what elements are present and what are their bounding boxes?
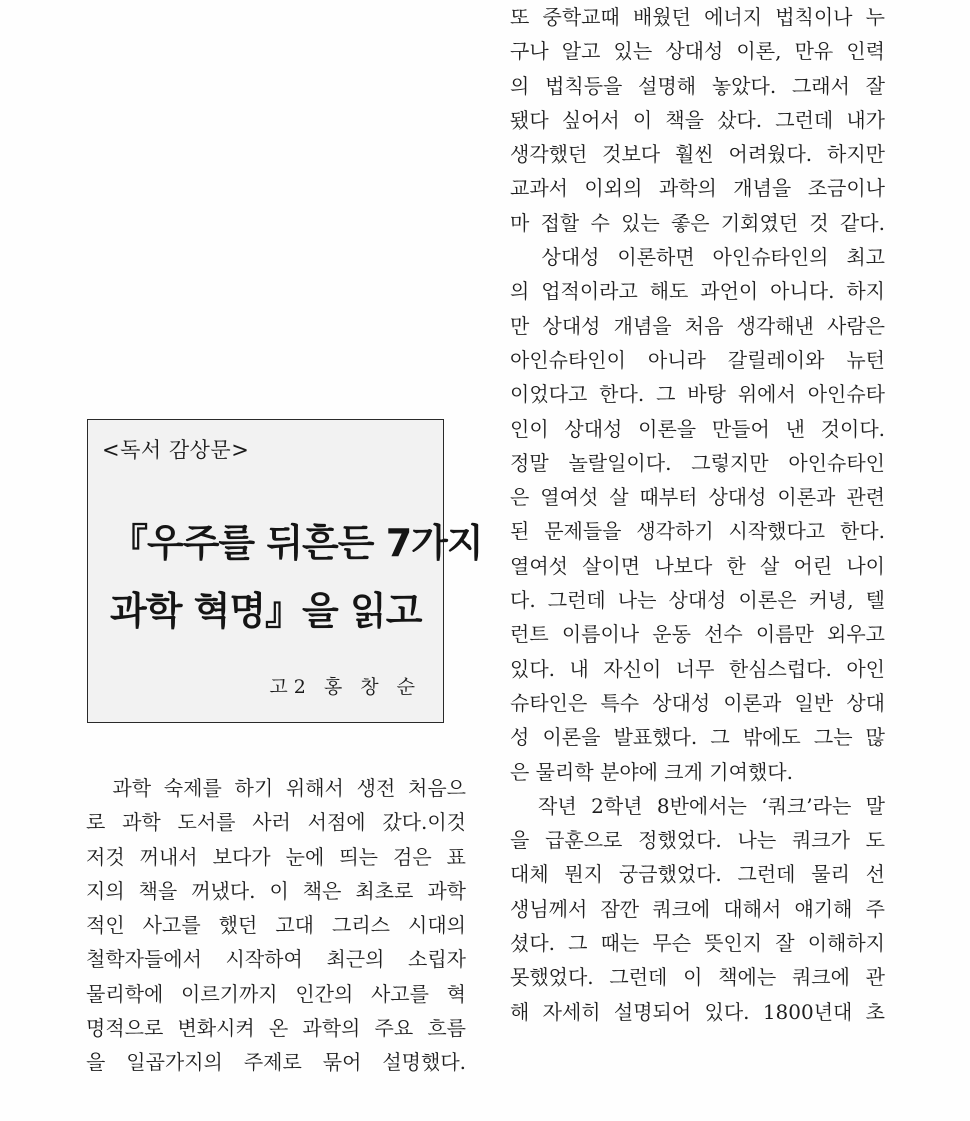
text-line: 성 이론을 발표했다. 그 밖에도 그는 많: [510, 725, 885, 750]
title-box: [87, 419, 483, 723]
text-line: 마 접할 수 있는 좋은 기회였던 것 같다.: [510, 210, 885, 235]
text-line: 또 중학교때 배웠던 에너지 법칙이나 누: [510, 5, 885, 29]
text-line: 있다. 내 자신이 너무 한심스럽다. 아인: [510, 656, 885, 681]
text-line: 런트 이름이나 운동 선수 이름만 외우고: [510, 622, 885, 647]
text-line: 교과서 이외의 과학의 개념을 조금이나: [510, 176, 885, 201]
text-line: 과학 숙제를 하기 위해서 생전 처음으: [86, 776, 466, 800]
text-line: 생각했던 것보다 훨씬 어려웠다. 하지만: [510, 142, 885, 167]
text-line: 이었다고 한다. 그 바탕 위에서 아인슈타: [510, 382, 885, 407]
book-title-line-1: 『우주를 뒤흔든 7가지: [110, 521, 483, 565]
text-line: 셨다. 그 때는 무슨 뜻인지 잘 이해하지: [510, 931, 885, 956]
text-line: 구나 알고 있는 상대성 이론, 만유 인력: [510, 39, 885, 64]
text-line: 의 법칙등을 설명해 놓았다. 그래서 잘: [510, 73, 885, 98]
text-line: 저것 꺼내서 보다가 눈에 띄는 검은 표: [86, 844, 466, 869]
essay-type-label: <독서 감상문>: [102, 438, 250, 462]
text-line: 작년 2학년 8반에서는 ‘쿼크’라는 말: [510, 793, 885, 818]
text-line: 생님께서 잠깐 쿼크에 대해서 얘기해 주: [510, 896, 885, 921]
text-line: 철학자들에서 시작하여 최근의 소립자: [86, 947, 466, 972]
right-text-column: [510, 0, 885, 1029]
book-title-line-2: 과학 혁명』을 읽고: [110, 589, 422, 633]
text-line: 된 문제들을 생각하기 시작했다고 한다.: [510, 519, 885, 544]
left-text-column: [86, 771, 466, 1080]
text-line: 은 물리학 분야에 크게 기여했다.: [510, 759, 793, 784]
text-line: 됐다 싶어서 이 책을 샀다. 그런데 내가: [510, 107, 885, 132]
text-line: 대체 뭔지 궁금했었다. 그런데 물리 선: [510, 862, 885, 887]
text-line: 은 열여섯 살 때부터 상대성 이론과 관련: [510, 485, 885, 510]
text-line: 못했었다. 그런데 이 책에는 쿼크에 관: [510, 965, 885, 990]
text-line: 정말 놀랄일이다. 그렇지만 아인슈타인: [510, 450, 885, 475]
text-line: 해 자세히 설명되어 있다. 1800년대 초: [510, 999, 885, 1024]
text-line: 다. 그런데 나는 상대성 이론은 커녕, 텔: [510, 588, 885, 613]
text-line: 을 급훈으로 정했었다. 나는 쿼크가 도: [510, 828, 885, 853]
text-line: 적인 사고를 했던 고대 그리스 시대의: [86, 913, 466, 938]
text-line: 열여섯 살이면 나보다 한 살 어린 나이: [510, 553, 885, 578]
text-line: 상대성 이론하면 아인슈타인의 최고: [510, 245, 885, 270]
text-line: 만 상대성 개념을 처음 생각해낸 사람은: [510, 313, 885, 338]
text-line: 인이 상대성 이론을 만들어 낸 것이다.: [510, 416, 885, 441]
text-line: 을 일곱가지의 주제로 묶어 설명했다.: [86, 1050, 466, 1075]
text-line: 슈타인은 특수 상대성 이론과 일반 상대: [510, 690, 885, 715]
text-line: 물리학에 이르기까지 인간의 사고를 혁: [86, 981, 466, 1006]
text-line: 지의 책을 꺼냈다. 이 책은 최초로 과학: [86, 878, 466, 903]
text-line: 로 과학 도서를 사러 서점에 갔다.이것: [86, 810, 466, 835]
text-line: 의 업적이라고 해도 과언이 아니다. 하지: [510, 279, 885, 304]
text-line: 아인슈타인이 아니라 갈릴레이와 뉴턴: [510, 347, 885, 372]
author-name: 고2 홍 창 순: [269, 676, 421, 698]
text-line: 명적으로 변화시켜 온 과학의 주요 흐름: [86, 1016, 466, 1041]
